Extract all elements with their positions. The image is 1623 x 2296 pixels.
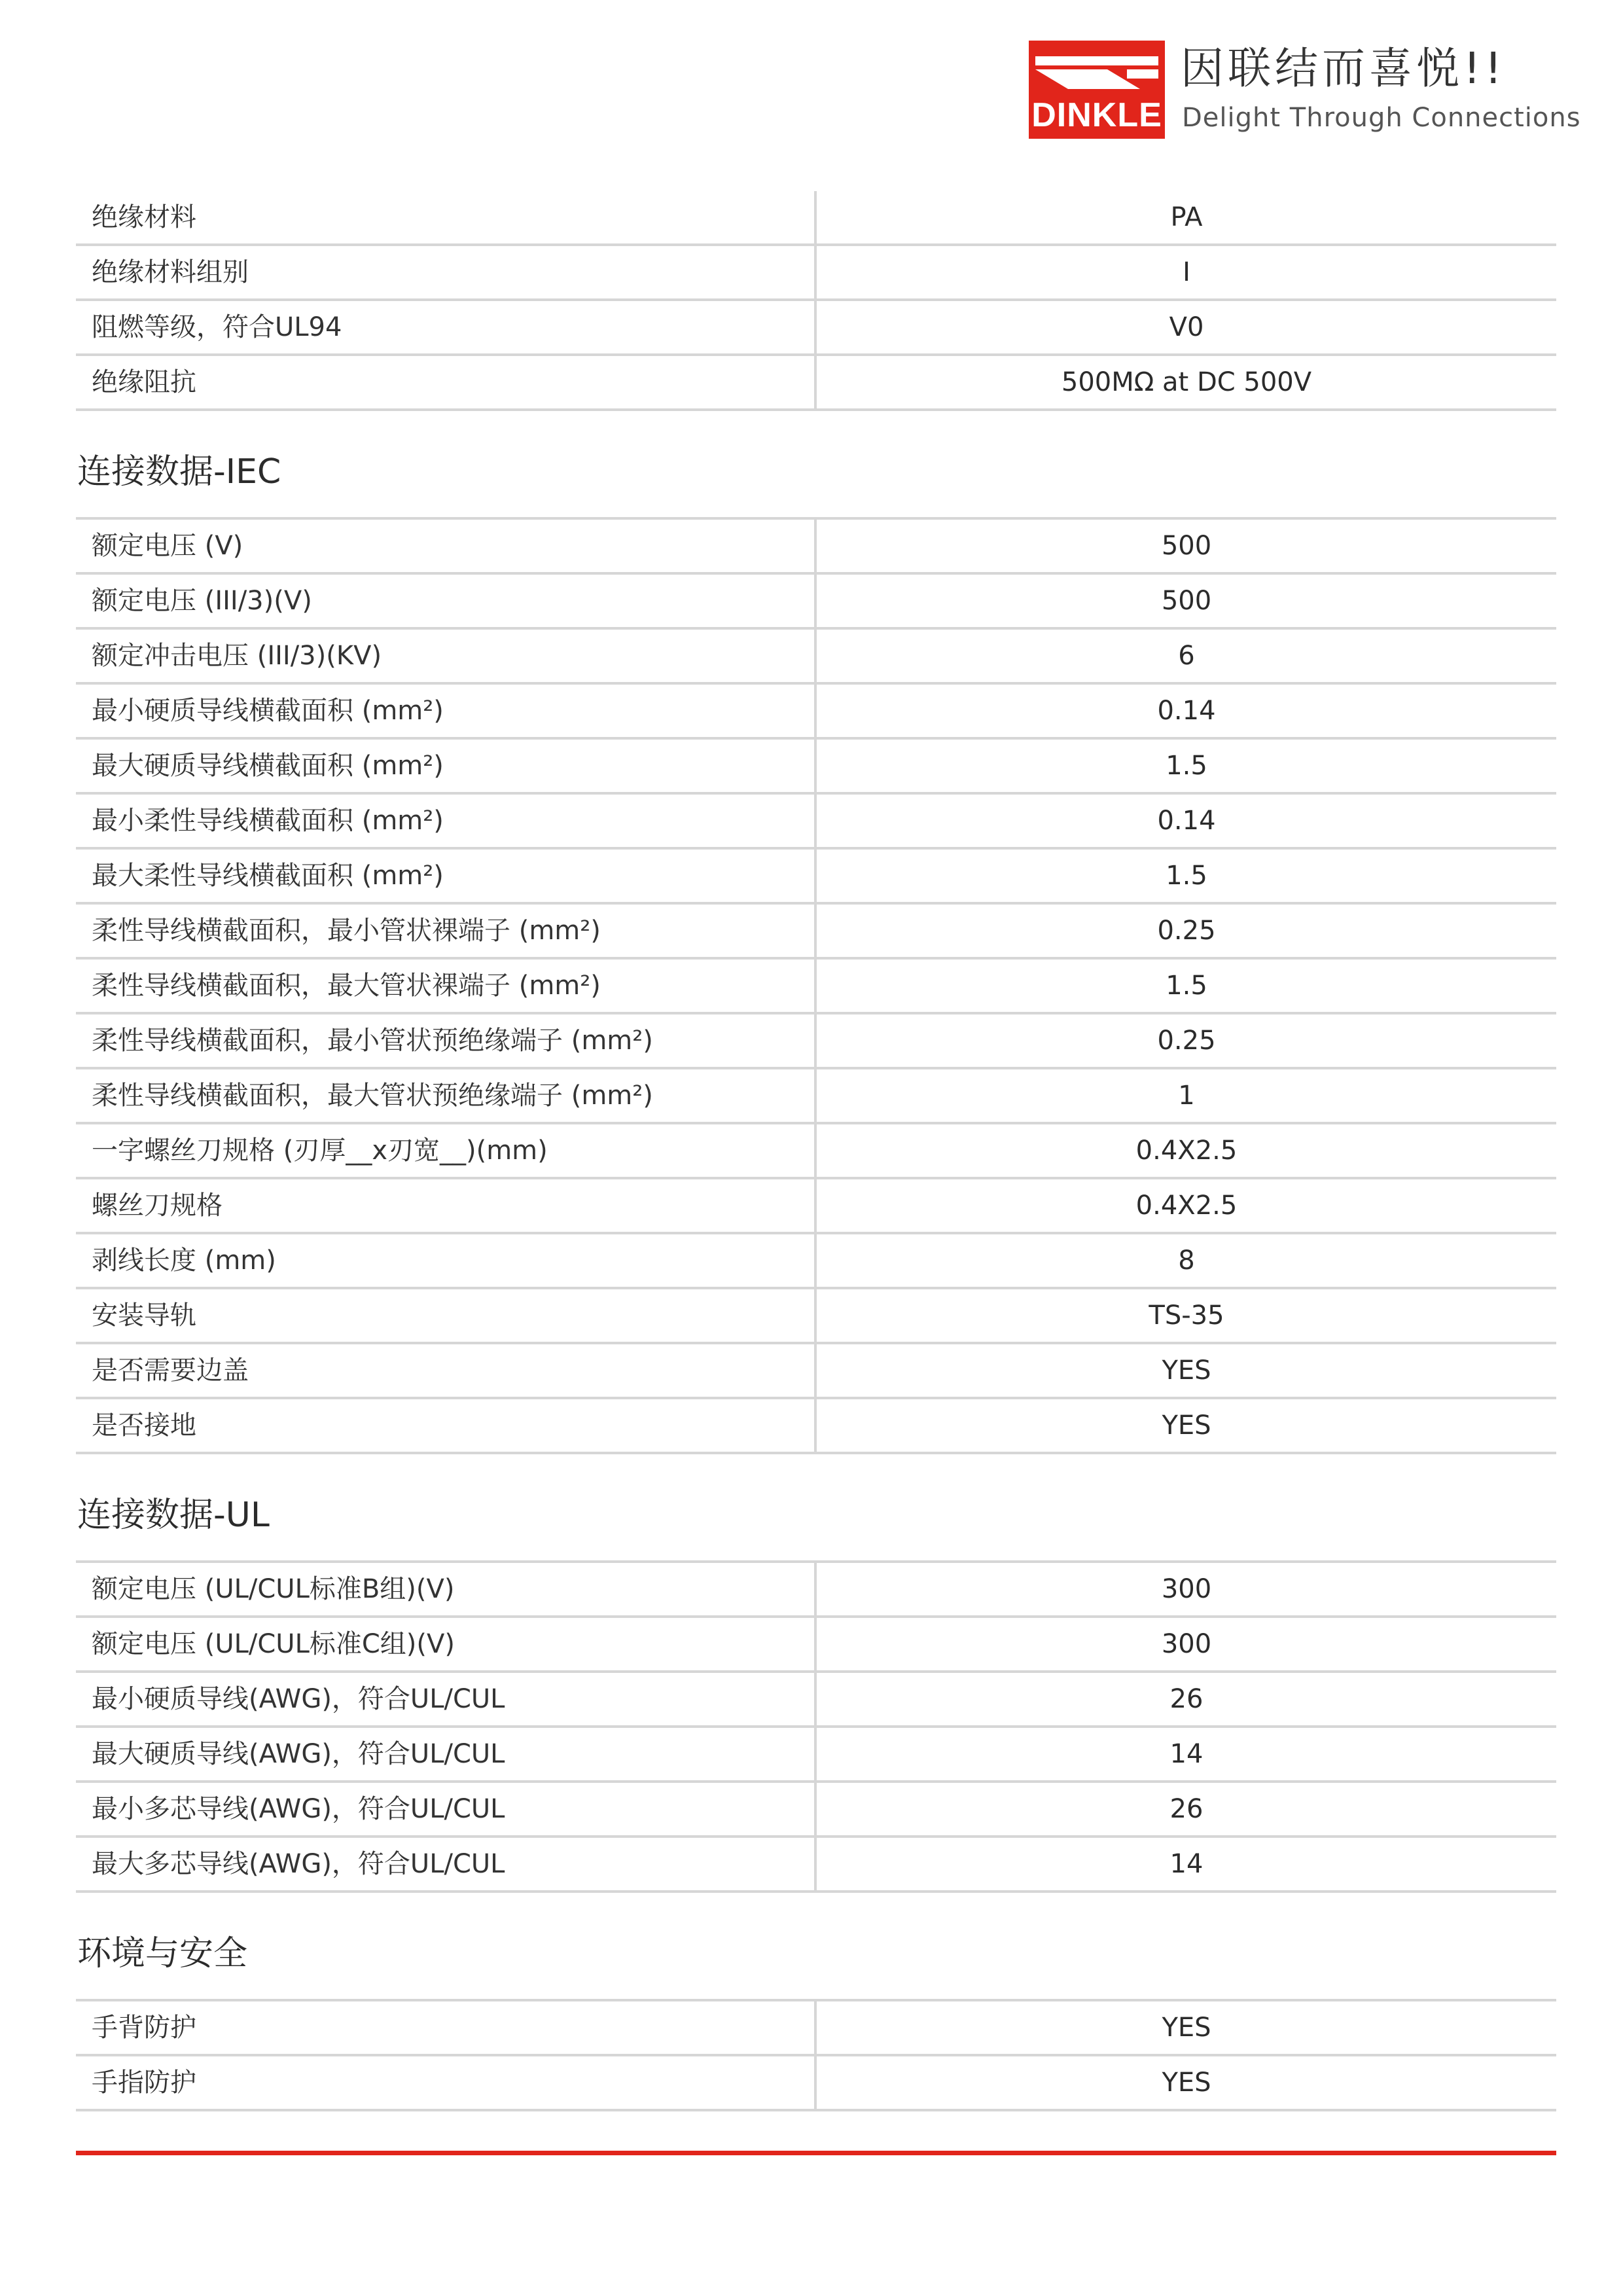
row-value: V0: [815, 300, 1556, 355]
row-label: 绝缘材料: [76, 191, 815, 245]
table-row: [76, 1123, 1556, 1178]
row-value: I: [815, 245, 1556, 300]
row-label: 最大多芯导线(AWG)，符合UL/CUL: [76, 1837, 815, 1892]
row-value: 0.25: [815, 1013, 1556, 1068]
row-label: 额定冲击电压 (III/3)(KV): [76, 628, 815, 683]
row-value: 300: [815, 1562, 1556, 1617]
table-row: [76, 1782, 1556, 1837]
row-label: 螺丝刀规格: [76, 1178, 815, 1233]
brand-slogan-en: Delight Through Connections: [1182, 103, 1581, 133]
table-row: [76, 628, 1556, 683]
row-value: 6: [815, 628, 1556, 683]
table-row: [76, 2000, 1556, 2055]
row-label: 柔性导线横截面积，最大管状裸端子 (mm²): [76, 958, 815, 1013]
row-label: 额定电压 (UL/CUL标准C组)(V): [76, 1617, 815, 1672]
row-label: 一字螺丝刀规格 (刃厚__x刃宽__)(mm): [76, 1123, 815, 1178]
row-label: 最大硬质导线横截面积 (mm²): [76, 738, 815, 793]
row-value: 500MΩ at DC 500V: [815, 355, 1556, 410]
table-row: [76, 1727, 1556, 1782]
row-label: 是否接地: [76, 1398, 815, 1453]
row-label: 最小柔性导线横截面积 (mm²): [76, 793, 815, 848]
section-title-env: 环境与安全: [77, 1934, 248, 1973]
row-value: 500: [815, 573, 1556, 628]
row-label: 额定电压 (III/3)(V): [76, 573, 815, 628]
row-label: 柔性导线横截面积，最大管状预绝缘端子 (mm²): [76, 1068, 815, 1123]
row-value: YES: [815, 2000, 1556, 2055]
row-label: 手背防护: [76, 2000, 815, 2055]
row-value: 500: [815, 518, 1556, 573]
row-value: YES: [815, 2055, 1556, 2110]
row-value: 300: [815, 1617, 1556, 1672]
table-row: [76, 1617, 1556, 1672]
table-row: [76, 1233, 1556, 1288]
row-value: 1: [815, 1068, 1556, 1123]
table-row: [76, 1288, 1556, 1343]
row-value: PA: [815, 191, 1556, 245]
row-value: 8: [815, 1233, 1556, 1288]
row-label: 安装导轨: [76, 1288, 815, 1343]
row-label: 阻燃等级，符合UL94: [76, 300, 815, 355]
row-value: 14: [815, 1727, 1556, 1782]
table-row: [76, 518, 1556, 573]
row-label: 额定电压 (V): [76, 518, 815, 573]
row-value: 0.14: [815, 793, 1556, 848]
row-value: 26: [815, 1782, 1556, 1837]
section-title-iec: 连接数据-IEC: [77, 452, 281, 492]
table-row: [76, 1837, 1556, 1892]
row-label: 额定电压 (UL/CUL标准B组)(V): [76, 1562, 815, 1617]
table-row: [76, 2055, 1556, 2110]
row-label: 手指防护: [76, 2055, 815, 2110]
table-row: [76, 793, 1556, 848]
row-value: 1.5: [815, 738, 1556, 793]
table-row: [76, 903, 1556, 958]
row-label: 最小硬质导线横截面积 (mm²): [76, 683, 815, 738]
row-value: 0.25: [815, 903, 1556, 958]
row-value: TS-35: [815, 1288, 1556, 1343]
table-row: [76, 1672, 1556, 1727]
table-row: [76, 245, 1556, 300]
table-row: [76, 573, 1556, 628]
row-value: 1.5: [815, 848, 1556, 903]
brand-slogan-cn: 因联结而喜悦!!: [1181, 43, 1506, 94]
footer-divider: [76, 2151, 1556, 2155]
row-value: 1.5: [815, 958, 1556, 1013]
row-value: YES: [815, 1343, 1556, 1398]
material-table: [76, 191, 1556, 411]
table-row: [76, 1068, 1556, 1123]
table-row: [76, 355, 1556, 410]
brand-name: DINKLE: [1031, 96, 1162, 134]
table-row: [76, 848, 1556, 903]
row-label: 剥线长度 (mm): [76, 1233, 815, 1288]
env-table: [76, 1999, 1556, 2111]
table-row: [76, 958, 1556, 1013]
row-value: 14: [815, 1837, 1556, 1892]
brand-logo: [1029, 41, 1581, 145]
row-label: 绝缘材料组别: [76, 245, 815, 300]
table-row: [76, 300, 1556, 355]
table-row: [76, 683, 1556, 738]
spec-document: [76, 191, 1556, 2111]
row-value: 0.4X2.5: [815, 1178, 1556, 1233]
row-value: 26: [815, 1672, 1556, 1727]
table-row: [76, 1013, 1556, 1068]
table-row: [76, 1343, 1556, 1398]
row-label: 柔性导线横截面积，最小管状裸端子 (mm²): [76, 903, 815, 958]
table-row: [76, 191, 1556, 245]
row-label: 最小硬质导线(AWG)，符合UL/CUL: [76, 1672, 815, 1727]
row-label: 柔性导线横截面积，最小管状预绝缘端子 (mm²): [76, 1013, 815, 1068]
row-label: 绝缘阻抗: [76, 355, 815, 410]
section-title-ul: 连接数据-UL: [77, 1496, 270, 1535]
table-row: [76, 738, 1556, 793]
table-row: [76, 1178, 1556, 1233]
row-label: 最大柔性导线横截面积 (mm²): [76, 848, 815, 903]
row-label: 最大硬质导线(AWG)，符合UL/CUL: [76, 1727, 815, 1782]
table-row: [76, 1398, 1556, 1453]
ul-table: [76, 1560, 1556, 1893]
table-row: [76, 1562, 1556, 1617]
row-value: 0.14: [815, 683, 1556, 738]
row-label: 最小多芯导线(AWG)，符合UL/CUL: [76, 1782, 815, 1837]
row-label: 是否需要边盖: [76, 1343, 815, 1398]
row-value: 0.4X2.5: [815, 1123, 1556, 1178]
row-value: YES: [815, 1398, 1556, 1453]
iec-table: [76, 517, 1556, 1454]
